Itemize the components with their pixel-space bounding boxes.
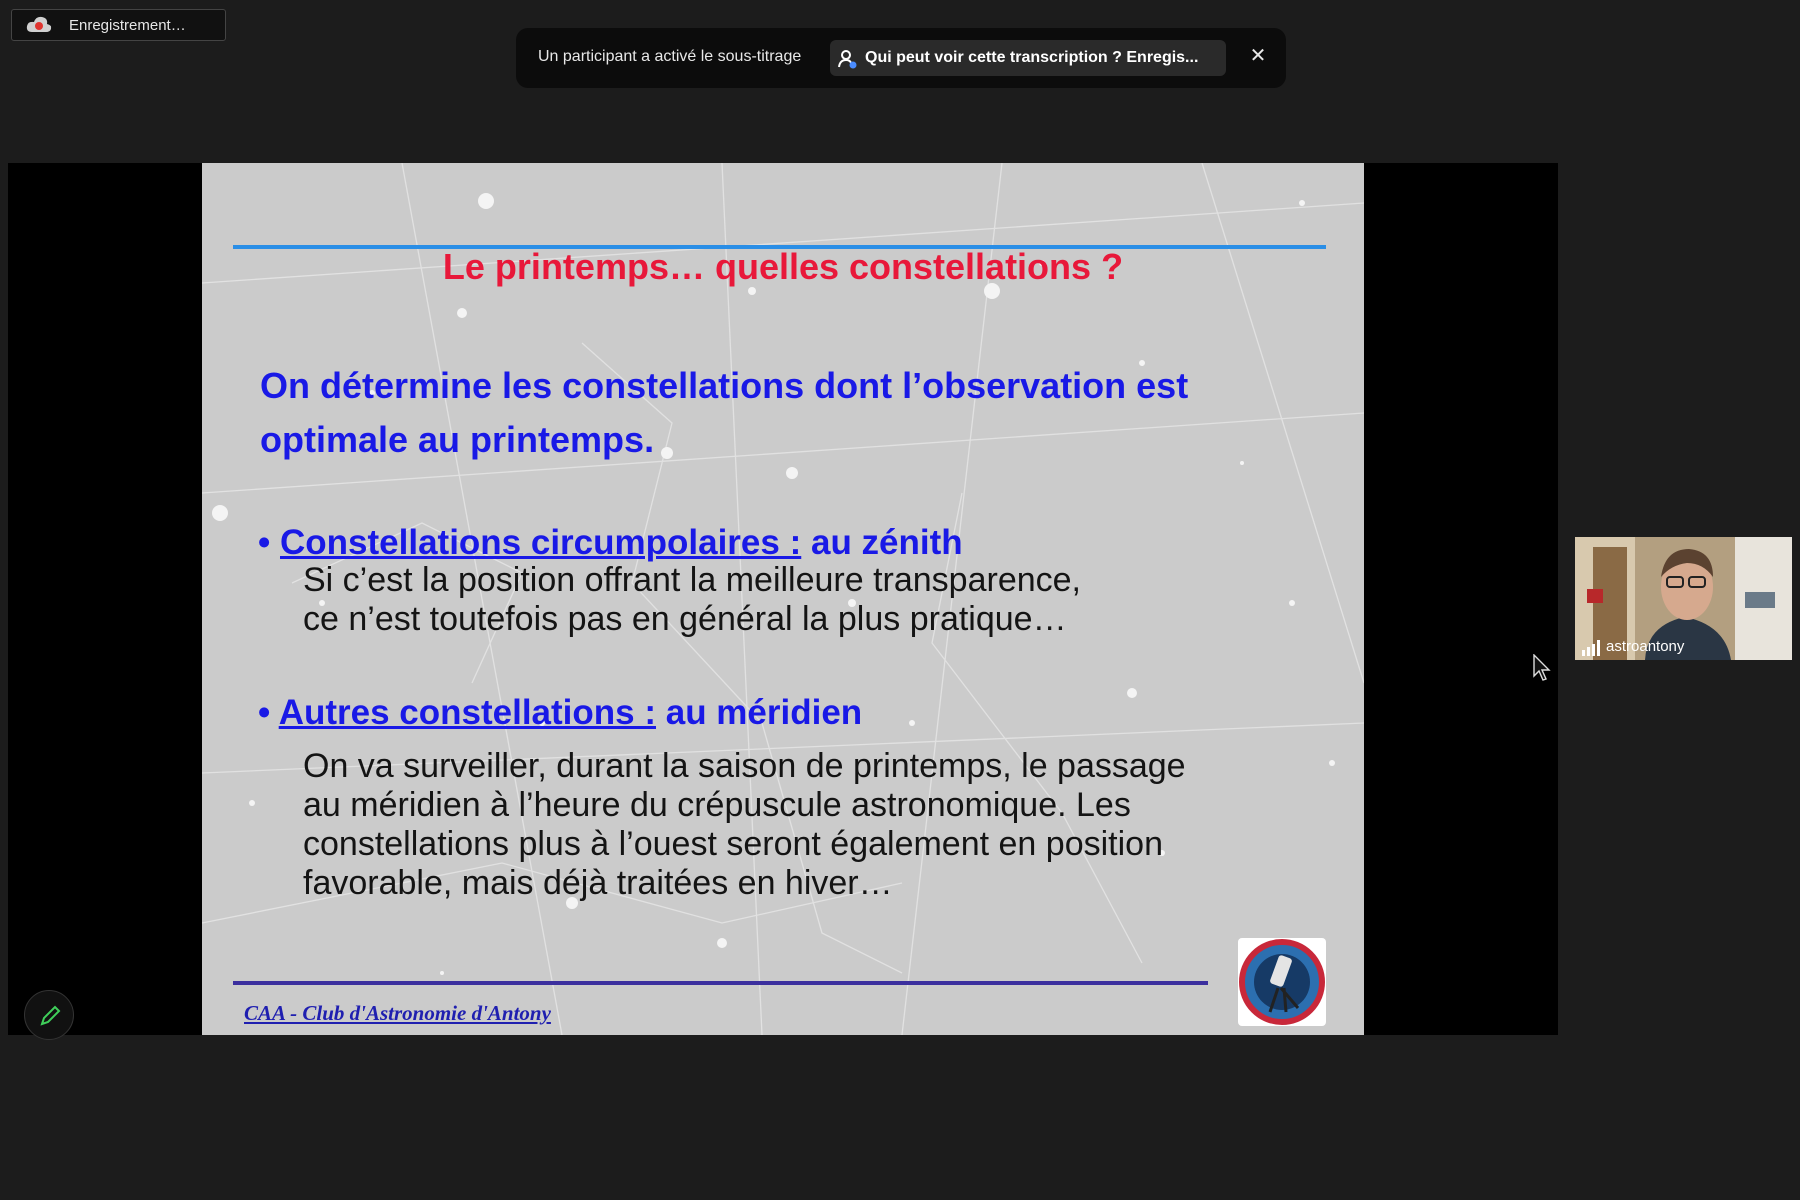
bullet-heading-underlined: Autres constellations : [278,693,656,732]
caption-notification [516,28,1286,88]
annotate-button[interactable] [24,990,74,1040]
recording-indicator[interactable] [11,9,226,41]
signal-bars-icon [1581,640,1601,656]
bullet-heading-suffix: au zénith [801,523,963,562]
transcript-link-label: Qui peut voir cette transcription ? Enregis... [865,49,1199,66]
bullet-marker: • [258,523,271,562]
slide-title: Le printemps… quelles constellations ? [442,246,1124,287]
bullet-heading [258,523,963,563]
slide-footer: CAA - Club d'Astronomie d'Antony [244,1001,551,1025]
person-icon [838,49,858,69]
bullet-body [303,561,1081,639]
bullet-body-line: Si c’est la position offrant la meilleure transparence, [303,561,1081,599]
bullet-body-line: constellations plus à l’ouest seront également en position [303,825,1163,863]
slide-bottom-divider [233,981,1208,985]
recording-label: Enregistrement… [69,17,186,34]
bullet-heading-underlined: Constellations circumpolaires : [280,523,802,562]
bullet-heading-suffix: au méridien [656,693,863,732]
pencil-icon [25,991,75,1041]
transcript-visibility-link[interactable] [830,40,1226,76]
bullet-body-line: au méridien à l’heure du crépuscule astronomique. Les [303,786,1131,824]
presentation-slide [202,163,1364,1035]
bullet-body-line: favorable, mais déjà traitées en hiver… [303,864,893,902]
bullet-body-line: ce n’est toutefois pas en général la plus pratique… [303,600,1067,638]
slide-intro: On détermine les constellations dont l’observation est optimale au printemps. [260,365,1189,460]
bullet-heading [258,693,862,733]
mouse-cursor-icon [1533,654,1551,682]
caption-message: Un participant a activé le sous-titrage [538,48,802,65]
cloud-record-icon [25,15,53,35]
bullet-body-line: On va surveiller, durant la saison de printemps, le passage [303,747,1186,785]
club-logo-icon [1238,938,1326,1026]
participant-name: astroantony [1606,638,1685,655]
bullet-body [303,747,1186,903]
close-icon[interactable]: ✕ [1249,45,1267,67]
participant-video-tile[interactable] [1575,537,1792,660]
screen-share-area [8,163,1558,1035]
bullet-marker: • [258,693,271,732]
